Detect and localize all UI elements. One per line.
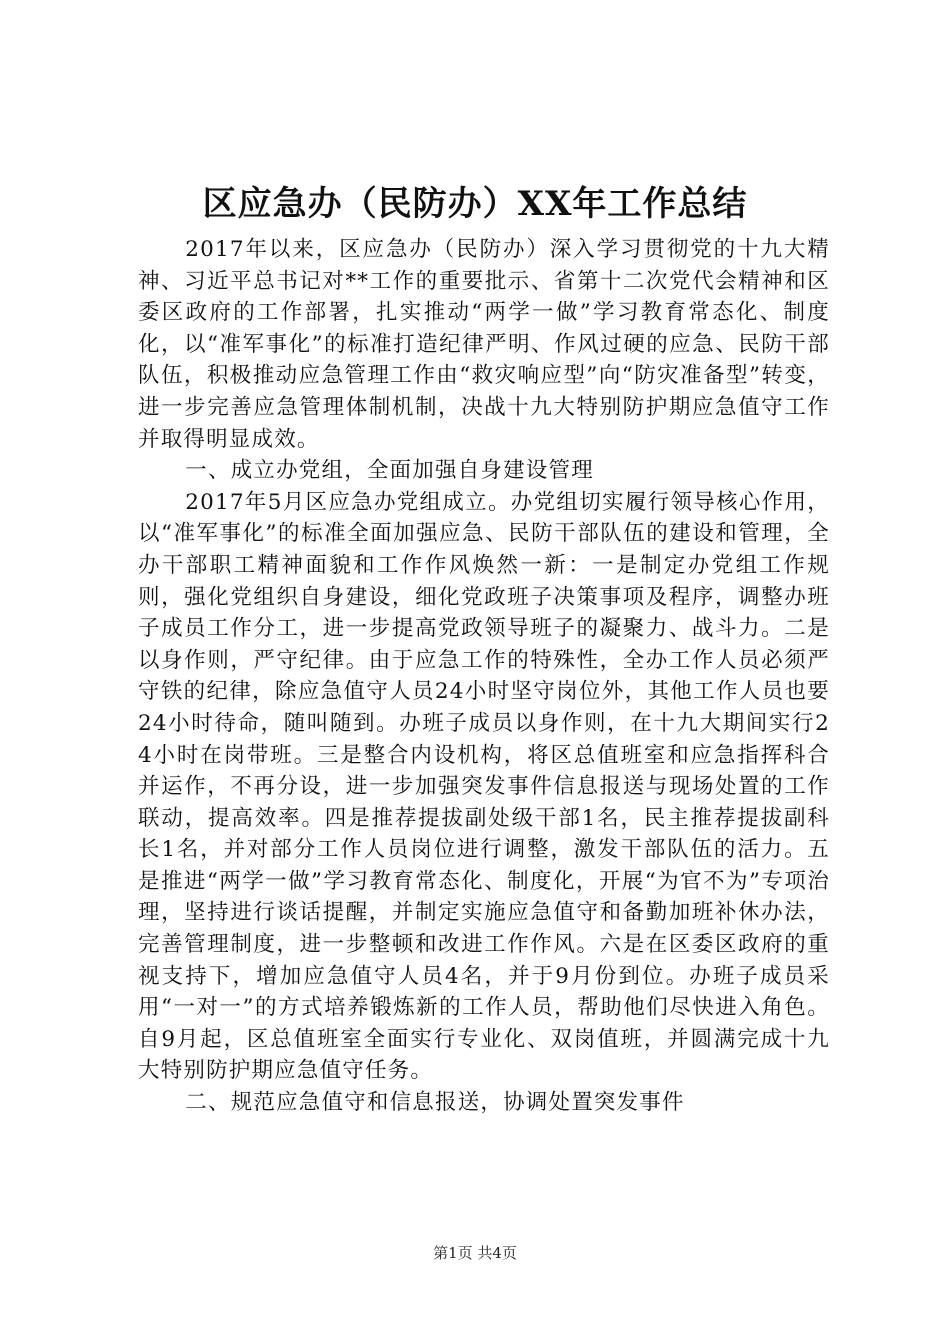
section-heading-2: 二、规范应急值守和信息报送，协调处置突发事件 [185,1090,685,1116]
intro-paragraph: 2017年以来，区应急办（民防办）深入学习贯彻党的十九大精神、习近平总书记对**工作的重要批示、省第十二次党代会精神和区委区政府的工作部署，扎实推动“两学一做”学习教育常态化、制度化，以“准军事化”的标准打造纪律严明、作风过硬的应急、民防干部队伍，积极推动应急管理工作由“救灾响应型”向“防灾准备型”转变，进一步完善应急管理体制机制，决战十九大特别防护期应急值守工作并取得明显成效。 [138,237,830,452]
page-footer: 第1页 共4页 [433,1244,517,1262]
section-1-paragraph: 2017年5月区应急办党组成立。办党组切实履行领导核心作用，以“准军事化”的标准全面加强应急、民防干部队伍的建设和管理，全办干部职工精神面貌和工作作风焕然一新：一是制定办党组工作规则，强化党组织自身建设，细化党政班子决策事项及程序，调整办班子成员工作分工，进一步提高党政领导班子的凝聚力、战斗力。二是以身作则，严守纪律。由于应急工作的特殊性，全办工作人员必须严守铁的纪律，除应急值守人员24小时坚守岗位外，其他工作人员也要24小时待命，随叫随到。办班子成员以身作则，在十九大期间实行24小时在岗带班。三是整合内设机构，将区总值班室和应急指挥科合并运作，不再分设，进一步加强突发事件信息报送与现场处置的工作联动，提高效率。四是推荐提拔副处级干部1名，民主推荐提拔副科长1名，并对部分工作人员岗位进行调整，激发干部队伍的活力。五是推进“两学一做”学习教育常态化、制度化，开展“为官不为”专项治理，坚持进行谈话提醒，并制定实施应急值守和备勤加班补休办法，完善管理制度，进一步整顿和改进工作作风。六是在区委区政府的重视支持下，增加应急值守人员4名，并于9月份到位。办班子成员采用“一对一”的方式培养锻炼新的工作人员，帮助他们尽快进入角色。自9月起，区总值班室全面实行专业化、双岗值班，并圆满完成十九大特别防护期应急值守任务。 [138,489,830,1084]
section-heading-1: 一、成立办党组，全面加强自身建设管理 [185,458,594,484]
document-body [138,234,830,1119]
document-title: 区应急办（民防办）XX年工作总结 [202,184,748,224]
